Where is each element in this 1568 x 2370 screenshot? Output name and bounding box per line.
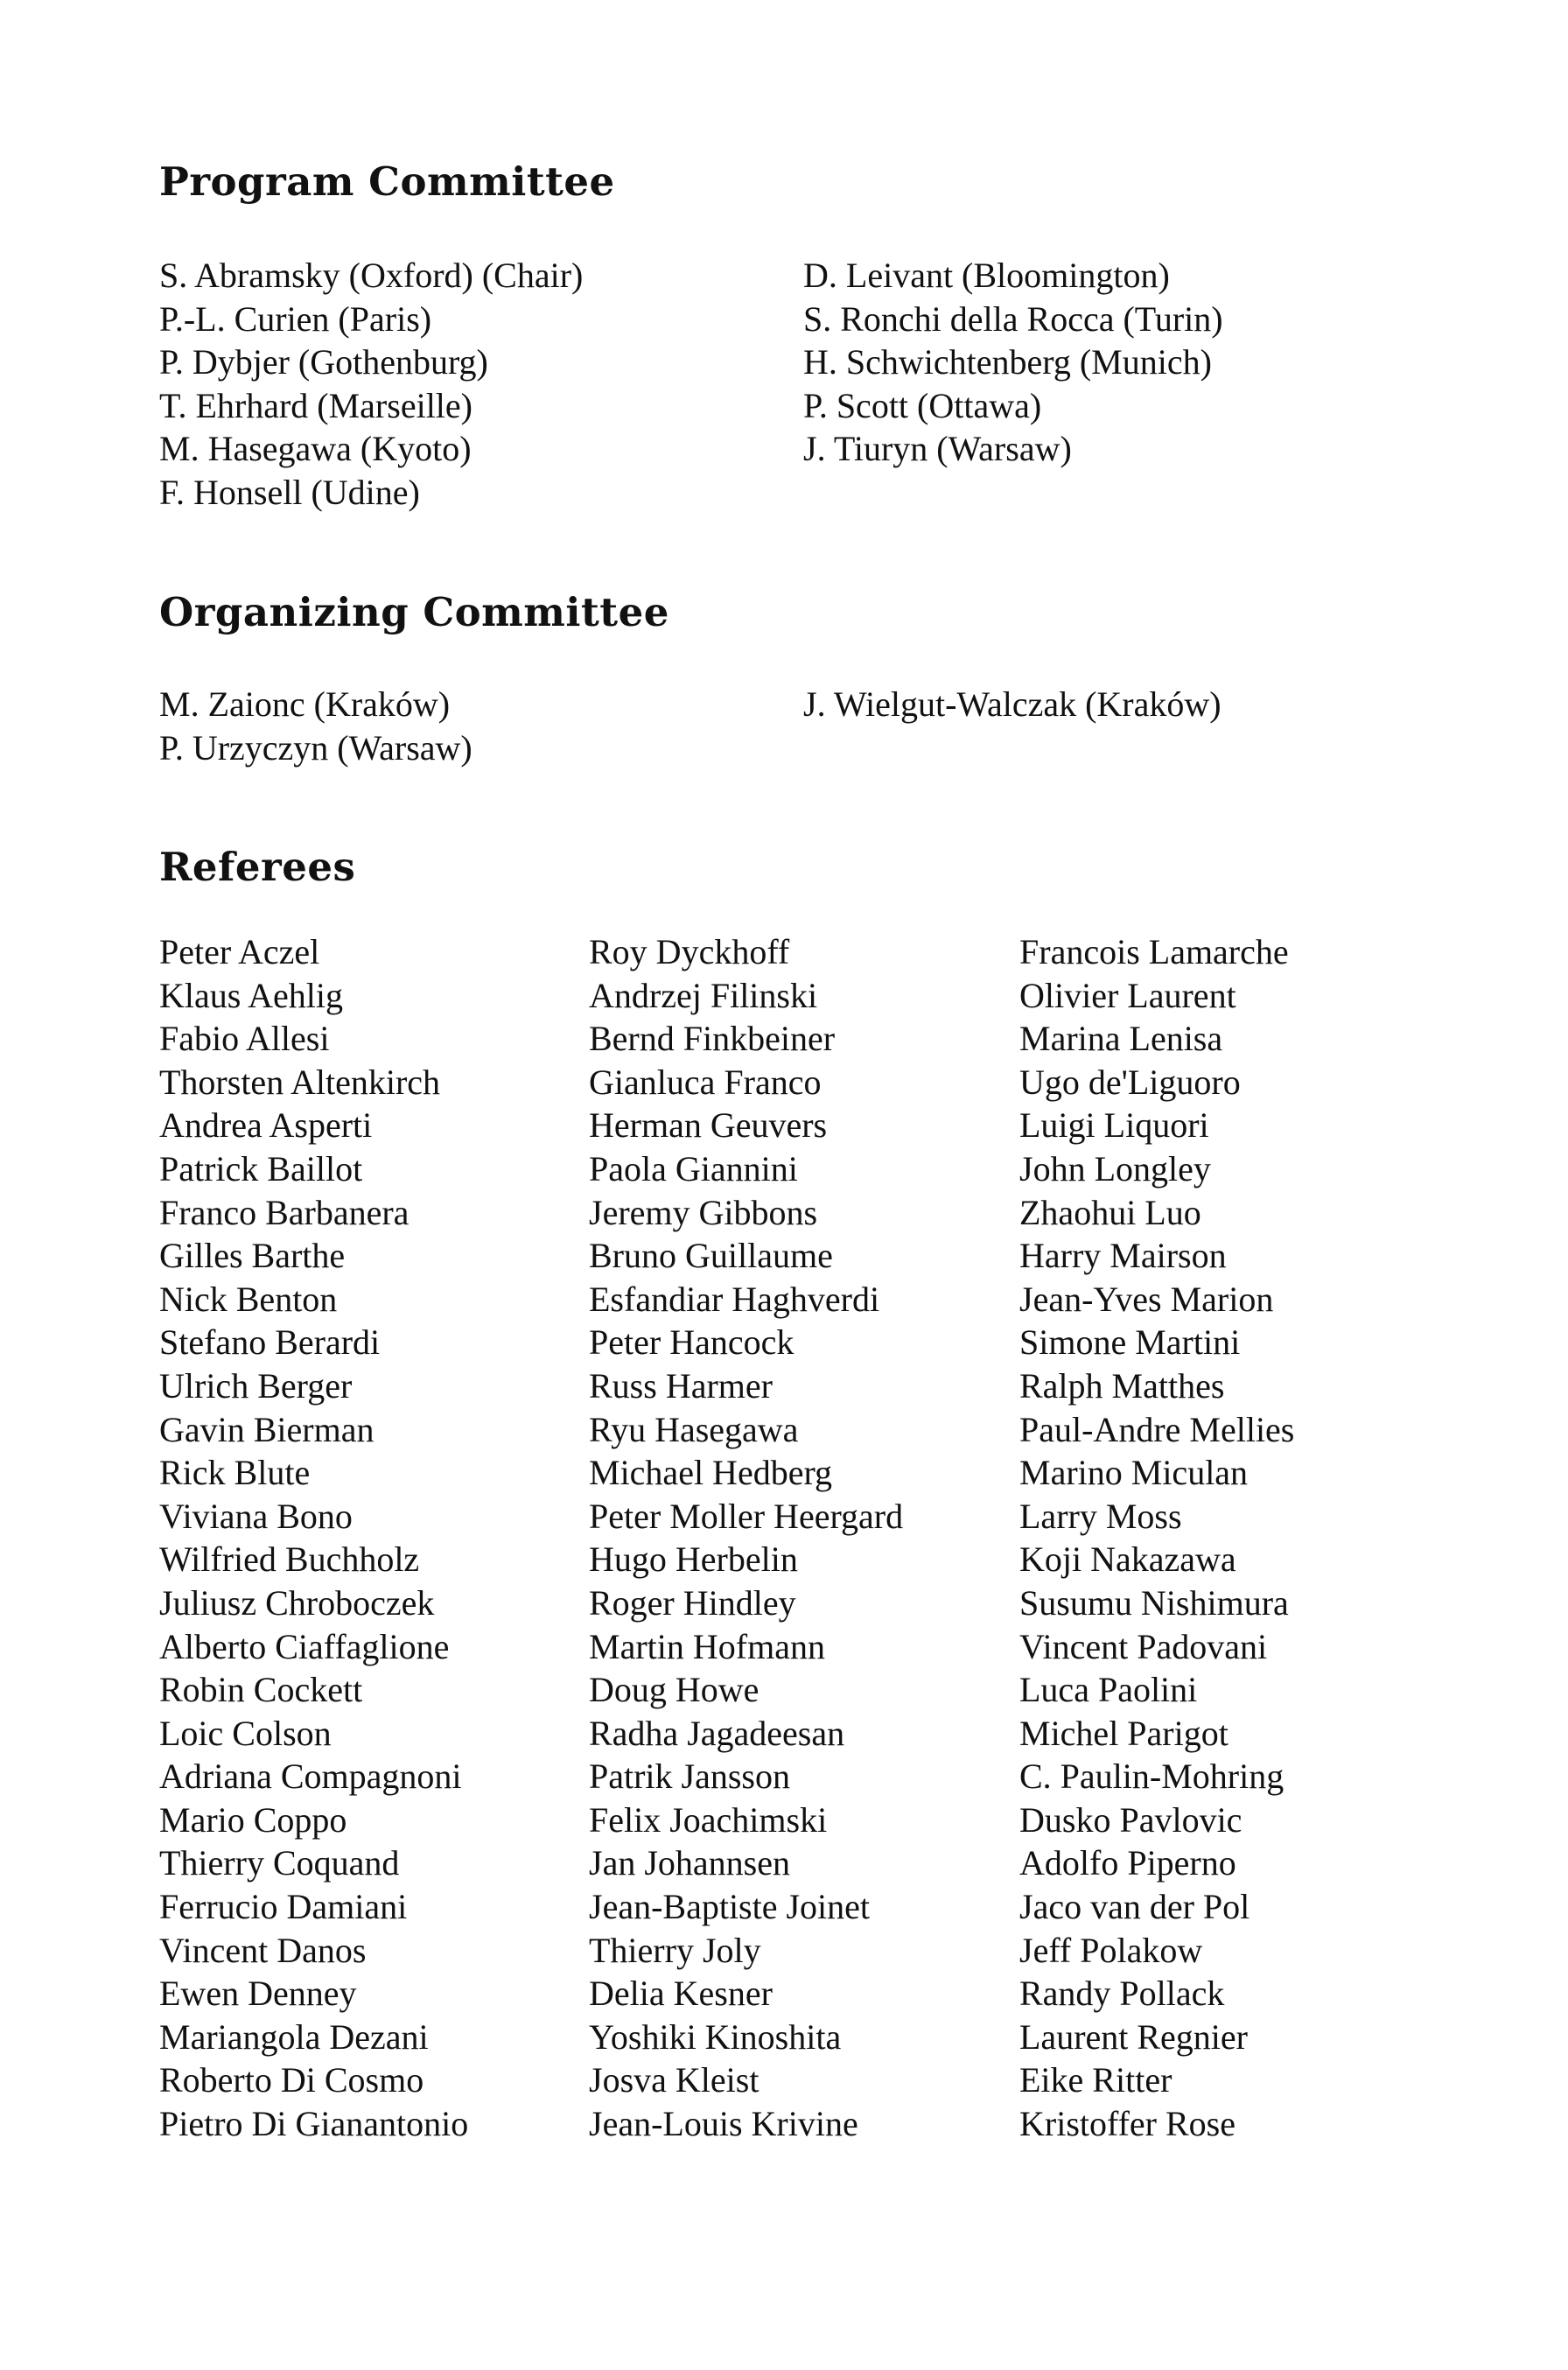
person-entry: Ralph Matthes bbox=[1019, 1365, 1225, 1406]
program-committee-list-right bbox=[803, 254, 1223, 471]
person-entry: Laurent Regnier bbox=[1019, 2016, 1248, 2057]
person-entry: Wilfried Buchholz bbox=[159, 1539, 420, 1580]
person-entry: Adolfo Piperno bbox=[1019, 1843, 1236, 1883]
person-entry: Harry Mairson bbox=[1019, 1236, 1227, 1276]
person-entry: Susumu Nishimura bbox=[1019, 1582, 1289, 1623]
organizing-committee-list-right bbox=[803, 683, 1222, 726]
referees-column-1 bbox=[159, 930, 468, 2146]
person-entry: Luigi Liquori bbox=[1019, 1105, 1209, 1146]
person-entry: Franco Barbanera bbox=[159, 1192, 410, 1232]
person-entry: Ulrich Berger bbox=[159, 1365, 353, 1406]
person-entry: Andrzej Filinski bbox=[589, 975, 818, 1015]
person-entry: John Longley bbox=[1019, 1148, 1211, 1189]
person-entry: Roberto Di Cosmo bbox=[159, 2060, 424, 2100]
person-entry: P. Dybjer (Gothenburg) bbox=[159, 342, 488, 382]
person-entry: Zhaohui Luo bbox=[1019, 1192, 1201, 1232]
person-entry: Dusko Pavlovic bbox=[1019, 1799, 1242, 1840]
person-entry: Thierry Joly bbox=[589, 1930, 761, 1970]
referees-heading: Referees bbox=[159, 844, 356, 890]
person-entry: Ryu Hasegawa bbox=[589, 1409, 799, 1449]
person-entry: Yoshiki Kinoshita bbox=[589, 2016, 842, 2057]
person-entry: Nick Benton bbox=[159, 1279, 338, 1319]
program-committee-heading: Program Committee bbox=[159, 158, 615, 205]
person-entry: S. Ronchi della Rocca (Turin) bbox=[803, 298, 1223, 339]
person-entry: Simone Martini bbox=[1019, 1322, 1241, 1363]
person-entry: Peter Aczel bbox=[159, 932, 320, 971]
person-entry: Jan Johannsen bbox=[589, 1843, 790, 1883]
person-entry: P. Urzyczyn (Warsaw) bbox=[159, 727, 472, 768]
person-entry: Randy Pollack bbox=[1019, 1974, 1225, 2014]
organizing-committee-heading: Organizing Committee bbox=[159, 589, 669, 635]
person-entry: Luca Paolini bbox=[1019, 1670, 1198, 1710]
person-entry: Jean-Baptiste Joinet bbox=[589, 1887, 871, 1927]
person-entry: C. Paulin-Mohring bbox=[1019, 1756, 1284, 1797]
person-entry: M. Hasegawa (Kyoto) bbox=[159, 429, 472, 469]
person-entry: Jean-Yves Marion bbox=[1019, 1279, 1274, 1319]
person-entry: Koji Nakazawa bbox=[1019, 1539, 1236, 1580]
person-entry: Rick Blute bbox=[159, 1453, 311, 1493]
referees-column-2 bbox=[589, 930, 903, 2146]
person-entry: Vincent Danos bbox=[159, 1930, 367, 1970]
referees-column-3 bbox=[1019, 930, 1294, 2146]
person-entry: Roy Dyckhoff bbox=[589, 932, 790, 971]
person-entry: F. Honsell (Udine) bbox=[159, 472, 420, 512]
person-entry: Hugo Herbelin bbox=[589, 1539, 798, 1580]
person-entry: Francois Lamarche bbox=[1019, 932, 1289, 971]
person-entry: Andrea Asperti bbox=[159, 1105, 373, 1146]
person-entry: J. Tiuryn (Warsaw) bbox=[803, 429, 1072, 469]
organizing-committee-list-left bbox=[159, 683, 472, 769]
person-entry: Jean-Louis Krivine bbox=[589, 2104, 858, 2144]
person-entry: P.-L. Curien (Paris) bbox=[159, 298, 432, 339]
person-entry: Alberto Ciaffaglione bbox=[159, 1626, 450, 1666]
person-entry: Michael Hedberg bbox=[589, 1453, 833, 1493]
person-entry: Olivier Laurent bbox=[1019, 975, 1236, 1015]
person-entry: Josva Kleist bbox=[589, 2060, 760, 2100]
person-entry: Peter Moller Heergard bbox=[589, 1496, 904, 1536]
person-entry: Herman Geuvers bbox=[589, 1105, 828, 1146]
person-entry: D. Leivant (Bloomington) bbox=[803, 256, 1170, 295]
person-entry: Jaco van der Pol bbox=[1019, 1887, 1250, 1927]
person-entry: Jeremy Gibbons bbox=[589, 1192, 818, 1232]
person-entry: Michel Parigot bbox=[1019, 1713, 1228, 1753]
person-entry: J. Wielgut-Walczak (Kraków) bbox=[803, 684, 1222, 724]
person-entry: Robin Cockett bbox=[159, 1670, 363, 1710]
person-entry: Ewen Denney bbox=[159, 1974, 357, 2014]
person-entry: Pietro Di Gianantonio bbox=[159, 2104, 469, 2144]
person-entry: Paul-Andre Mellies bbox=[1019, 1409, 1295, 1449]
person-entry: Stefano Berardi bbox=[159, 1322, 381, 1363]
person-entry: Ugo de'Liguoro bbox=[1019, 1062, 1241, 1102]
person-entry: Gilles Barthe bbox=[159, 1236, 346, 1276]
person-entry: Vincent Padovani bbox=[1019, 1626, 1268, 1666]
person-entry: H. Schwichtenberg (Munich) bbox=[803, 342, 1212, 382]
person-entry: S. Abramsky (Oxford) (Chair) bbox=[159, 256, 584, 295]
person-entry: Mariangola Dezani bbox=[159, 2016, 429, 2057]
person-entry: Juliusz Chroboczek bbox=[159, 1582, 435, 1623]
person-entry: Patrick Baillot bbox=[159, 1148, 363, 1189]
person-entry: Ferrucio Damiani bbox=[159, 1887, 408, 1927]
person-entry: Fabio Allesi bbox=[159, 1019, 330, 1059]
person-entry: T. Ehrhard (Marseille) bbox=[159, 385, 472, 425]
person-entry: Russ Harmer bbox=[589, 1365, 773, 1406]
person-entry: Adriana Compagnoni bbox=[159, 1756, 462, 1797]
person-entry: Thierry Coquand bbox=[159, 1843, 400, 1883]
person-entry: Peter Hancock bbox=[589, 1322, 794, 1363]
person-entry: Patrik Jansson bbox=[589, 1756, 790, 1797]
person-entry: Bernd Finkbeiner bbox=[589, 1019, 836, 1059]
person-entry: Loic Colson bbox=[159, 1713, 332, 1753]
person-entry: M. Zaionc (Kraków) bbox=[159, 684, 451, 724]
person-entry: Jeff Polakow bbox=[1019, 1930, 1203, 1970]
person-entry: Martin Hofmann bbox=[589, 1626, 825, 1666]
person-entry: Esfandiar Haghverdi bbox=[589, 1279, 880, 1319]
person-entry: Felix Joachimski bbox=[589, 1799, 828, 1840]
person-entry: Thorsten Altenkirch bbox=[159, 1062, 441, 1102]
person-entry: Marina Lenisa bbox=[1019, 1019, 1223, 1059]
person-entry: Gianluca Franco bbox=[589, 1062, 822, 1102]
person-entry: Kristoffer Rose bbox=[1019, 2104, 1236, 2144]
person-entry: Doug Howe bbox=[589, 1670, 760, 1710]
person-entry: Roger Hindley bbox=[589, 1582, 796, 1623]
program-committee-list-left bbox=[159, 254, 583, 515]
person-entry: Paola Giannini bbox=[589, 1148, 798, 1189]
person-entry: Viviana Bono bbox=[159, 1496, 353, 1536]
person-entry: Bruno Guillaume bbox=[589, 1236, 833, 1276]
person-entry: Delia Kesner bbox=[589, 1974, 773, 2014]
person-entry: P. Scott (Ottawa) bbox=[803, 385, 1042, 425]
person-entry: Marino Miculan bbox=[1019, 1453, 1249, 1493]
person-entry: Mario Coppo bbox=[159, 1799, 347, 1840]
person-entry: Gavin Bierman bbox=[159, 1409, 374, 1449]
person-entry: Radha Jagadeesan bbox=[589, 1713, 845, 1753]
person-entry: Eike Ritter bbox=[1019, 2060, 1172, 2100]
person-entry: Larry Moss bbox=[1019, 1496, 1182, 1536]
person-entry: Klaus Aehlig bbox=[159, 975, 343, 1015]
